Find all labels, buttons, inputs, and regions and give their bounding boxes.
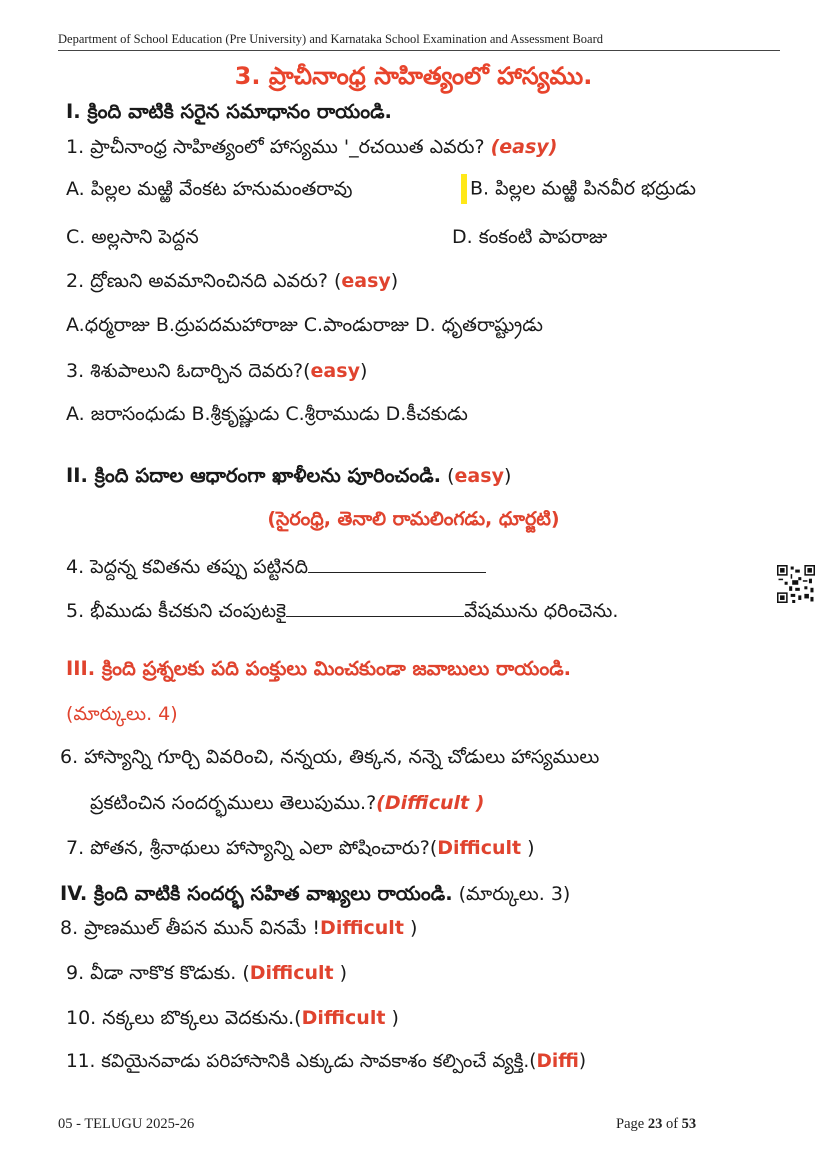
question-11 <box>66 1051 586 1076</box>
answer-blank <box>308 554 486 573</box>
q2-options: A.ధర్మరాజు B.ద్రుపదమహారాజు C.పాండురాజు D. ధృతరాష్ట్రుడు <box>66 314 543 336</box>
question-3 <box>66 360 367 387</box>
question-8-text: 8. ప్రాణముల్ తీపన మున్ వినమే ! <box>60 917 321 939</box>
current-page: 23 <box>647 1116 663 1132</box>
section-1-heading: I. క్రింది వాటికి సరైన సమాధానం రాయండి. <box>66 100 392 123</box>
difficulty-tag: Difficult <box>249 962 334 984</box>
difficulty-tag: Difficult <box>437 837 522 859</box>
question-2 <box>66 270 398 297</box>
difficulty-tag: (Difficult ) <box>376 792 485 814</box>
q1-option-b <box>461 174 696 205</box>
question-9-close: ) <box>333 962 348 984</box>
section-4-marks: (మార్కులు. 3) <box>452 883 571 905</box>
question-9-text: 9. వీడా నాకొక కొడుకు. ( <box>66 962 250 984</box>
difficulty-tag: easy <box>310 360 360 382</box>
page-label: Page <box>616 1116 648 1132</box>
q1-option-b-text: B. పిల్లల మఱ్ఱి పినవీర భద్రుడు <box>470 177 696 200</box>
difficulty-tag: easy <box>454 465 504 487</box>
question-8 <box>60 917 417 944</box>
word-bank: (సైరంధ్రి, తెనాలి రామలింగడు, ధూర్జటి) <box>267 508 560 530</box>
difficulty-tag: easy <box>341 270 391 292</box>
page-header: Department of School Education (Pre University) and Karnataka School Examination and Assessment Board <box>58 32 780 51</box>
highlight-mark <box>461 174 467 204</box>
total-pages: 53 <box>681 1116 697 1132</box>
question-4 <box>66 554 486 583</box>
question-11-close: ) <box>578 1051 587 1072</box>
question-6-text: ప్రకటించిన సందర్భములు తెలుపుము.? <box>90 792 377 814</box>
section-4-heading-row <box>60 882 570 910</box>
question-7-text: 7. పోతన, శ్రీనాథులు హాస్యాన్ని ఎలా పోషించారు?( <box>66 837 438 859</box>
difficulty-tag: Difficult <box>320 917 404 939</box>
question-5 <box>66 598 618 627</box>
question-1 <box>66 136 557 163</box>
question-8-close: ) <box>403 917 418 939</box>
section-2-heading-row <box>66 464 511 492</box>
question-10-text: 10. నక్కలు బొక్కలు వెదకును.( <box>66 1007 302 1029</box>
question-3-text: 3. శిశుపాలుని ఓదార్చిన దెవరు?( <box>66 360 311 382</box>
question-1-text: 1. ప్రాచీనాంధ్ర సాహిత్యంలో హాస్యము '_రచయిత ఎవరు? <box>66 136 485 158</box>
section-2-close: ) <box>503 465 512 487</box>
question-11-text: 11. కవియైనవాడు పరిహాసానికి ఎక్కుడు సావకాశం కల్పించే వ్యక్తి.( <box>66 1051 537 1072</box>
question-7 <box>66 837 535 864</box>
section-2-heading: II. క్రింది పదాల ఆధారంగా ఖాళీలను పూరించండి. <box>66 464 442 487</box>
difficulty-tag: (easy) <box>490 136 558 158</box>
footer-subject: 05 - TELUGU 2025-26 <box>58 1116 195 1132</box>
section-3-heading: III. క్రింది ప్రశ్నలకు పది పంక్తులు మించకుండా జవాబులు రాయండి. <box>66 657 572 680</box>
question-5-text: 5. భీముడు కీచకుని చంపుటకై <box>66 600 287 622</box>
section-3-marks: (మార్కులు. 4) <box>66 703 178 725</box>
q3-options: A. జరాసంధుడు B.శ్రీకృష్ణుడు C.శ్రీరాముడు D.కీచకుడు <box>66 403 468 425</box>
question-6-cont <box>90 792 484 819</box>
question-2-close: ) <box>390 270 399 292</box>
question-6: 6. హాస్యాన్ని గూర్చి వివరించి, నన్నయ, తిక్కన, నన్నె చోడులు హాస్యములు <box>60 746 600 768</box>
difficulty-tag: Difficult <box>301 1007 386 1029</box>
page-of: of <box>662 1116 682 1132</box>
question-3-close: ) <box>359 360 368 382</box>
q1-option-a: A. పిల్లల మఱ్ఱి వేంకట హనుమంతరావు <box>66 178 353 200</box>
question-9 <box>66 962 347 989</box>
question-2-text: 2. ద్రోణుని అవమానించినది ఎవరు? ( <box>66 270 342 292</box>
section-2-open: ( <box>447 465 455 487</box>
q1-option-d: D. కంకంటి పాపరాజు <box>452 226 608 248</box>
section-4-heading: IV. క్రింది వాటికి సందర్భ సహిత వాఖ్యలు రాయండి. <box>60 882 453 905</box>
chapter-title: 3. ప్రాచీనాంధ్ర సాహిత్యంలో హాస్యము. <box>234 62 593 90</box>
qr-code-icon <box>777 565 815 603</box>
question-4-text: 4. పెద్దన్న కవితను తప్పు పట్టినది <box>66 556 309 578</box>
question-10-close: ) <box>385 1007 399 1029</box>
question-7-close: ) <box>521 837 535 859</box>
question-10 <box>66 1007 399 1034</box>
difficulty-tag: Diffi <box>536 1051 579 1072</box>
answer-blank <box>286 598 464 617</box>
q1-option-c: C. అల్లసాని పెద్దన <box>66 226 199 248</box>
question-5-end: వేషమును ధరించెను. <box>464 600 619 622</box>
page-number <box>616 1116 696 1133</box>
